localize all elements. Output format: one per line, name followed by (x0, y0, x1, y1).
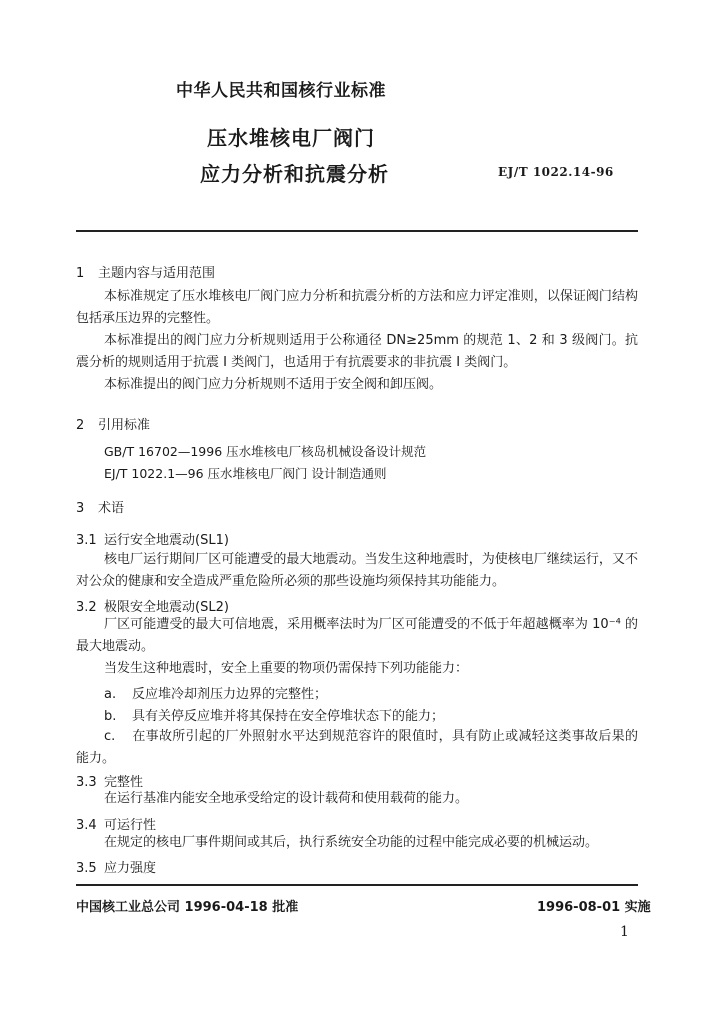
section-number: 1 (76, 266, 85, 281)
section-title: 引用标准 (98, 418, 151, 433)
approval-info: 中国核工业总公司 1996-04-18 批准 (76, 900, 299, 915)
subsection-title: 运行安全地震动(SL1) (104, 533, 229, 548)
subsection-title: 可运行性 (104, 818, 157, 833)
paragraph: 本标准规定了压水堆核电厂阀门应力分析和抗震分析的方法和应力评定准则，以保证阀门结构包括承压边界的完整性。 (76, 289, 638, 326)
subsection-title: 极限安全地震动(SL2) (104, 600, 229, 615)
paragraph: 核电厂运行期间厂区可能遭受的最大地震动。当发生这种地震时，为使核电厂继续运行，又不对公众的健康和安全造成严重危险所必须的那些设施均须保持其功能能力。 (76, 552, 638, 589)
paragraph: 厂区可能遭受的最大可信地震，采用概率法时为厂区可能遭受的不低于年超越概率为 10⁻⁴ 的最大地震动。 (76, 617, 638, 654)
section-title: 术语 (98, 501, 125, 516)
list-text: 在事故所引起的厂外照射水平达到规范容许的限值时，具有防止或减轻这类事故后果的能力。 (76, 729, 638, 766)
section-1-heading (76, 262, 215, 281)
section-2-heading (76, 414, 150, 433)
subsection-title: 应力强度 (104, 861, 157, 876)
subsection-number: 3.4 (76, 818, 97, 833)
page-number: 1 (620, 924, 629, 940)
list-item (104, 683, 327, 702)
paragraph: 本标准提出的阀门应力分析规则适用于公称通径 DN≥25mm 的规范 1、2 和 3 级阀门。抗震分析的规则适用于抗震 I 类阀门，也适用于有抗震要求的非抗震 I 类阀门。 (76, 333, 638, 370)
reference-item: EJ/T 1022.1—96 压水堆核电厂阀门 设计制造通则 (104, 466, 387, 481)
reference-item: GB/T 16702—1996 压水堆核电厂核岛机械设备设计规范 (104, 444, 427, 459)
subsection-title: 完整性 (104, 775, 144, 790)
footer-divider (76, 884, 638, 886)
document-title-line2: 应力分析和抗震分析 (200, 162, 389, 186)
paragraph: 在规定的核电厂事件期间或其后，执行系统安全功能的过程中能完成必要的机械运动。 (104, 835, 599, 850)
effective-date: 1996-08-01 实施 (537, 900, 651, 915)
list-marker: b. (104, 709, 117, 724)
standard-organization: 中华人民共和国核行业标准 (176, 81, 386, 101)
subsection-number: 3.2 (76, 600, 97, 615)
section-number: 3 (76, 501, 85, 516)
standard-code: EJ/T 1022.14-96 (498, 165, 614, 179)
subsection-number: 3.3 (76, 775, 97, 790)
paragraph: 本标准提出的阀门应力分析规则不适用于安全阀和卸压阀。 (104, 377, 443, 392)
list-marker: a. (104, 687, 117, 702)
list-marker: c. (104, 729, 116, 744)
header-divider (76, 230, 638, 232)
section-number: 2 (76, 418, 85, 433)
list-item (104, 705, 444, 724)
subsection-number: 3.1 (76, 533, 97, 548)
section-3-heading (76, 497, 124, 516)
subsection-number: 3.5 (76, 861, 97, 876)
subsection-3-5-heading (76, 857, 156, 876)
list-text: 反应堆冷却剂压力边界的完整性； (132, 687, 328, 702)
document-title-line1: 压水堆核电厂阀门 (207, 126, 375, 150)
list-item (76, 726, 638, 770)
subsection-3-2-heading (76, 596, 229, 615)
paragraph: 当发生这种地震时，安全上重要的物项仍需保持下列功能能力： (104, 661, 469, 676)
section-title: 主题内容与适用范围 (98, 266, 216, 281)
list-text: 具有关停反应堆并将其保持在安全停堆状态下的能力； (132, 709, 445, 724)
subsection-3-1-heading (76, 529, 229, 548)
subsection-3-4-heading (76, 814, 156, 833)
paragraph: 在运行基准内能安全地承受给定的设计载荷和使用载荷的能力。 (104, 791, 469, 806)
